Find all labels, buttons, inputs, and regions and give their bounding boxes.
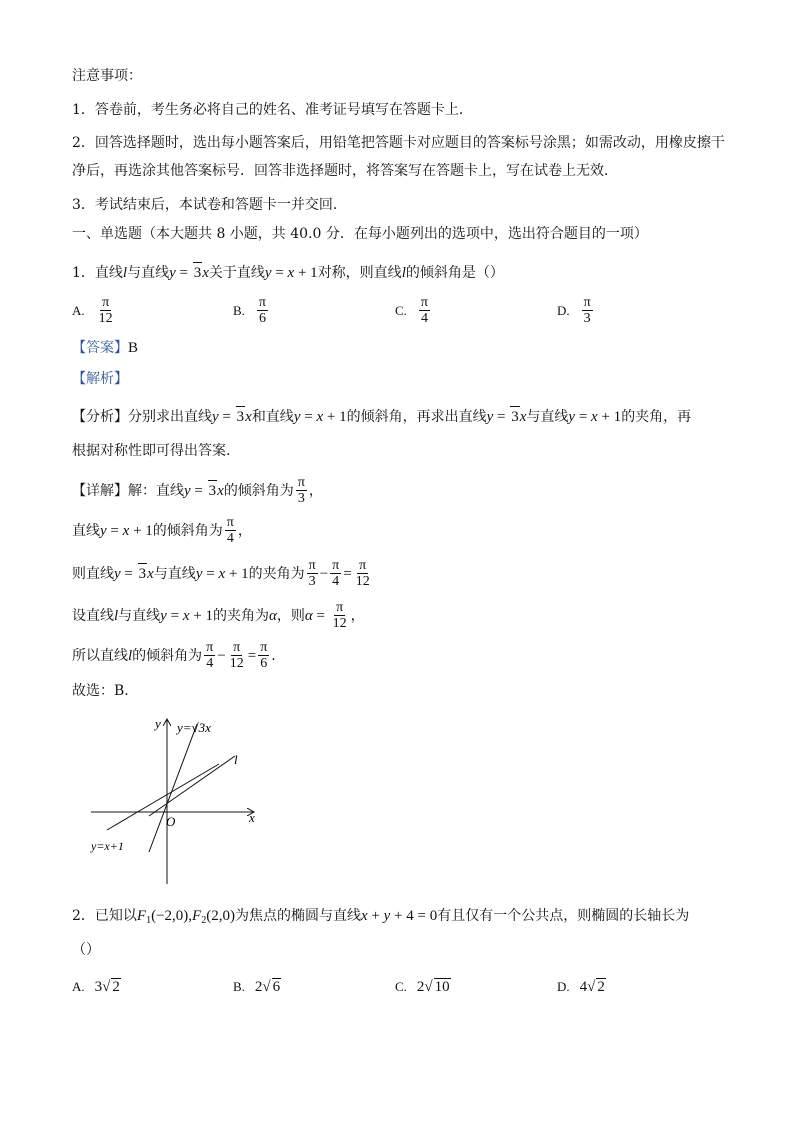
q1-detail-1: 【详解】解：直线y = 3x的倾斜角为 $\frac{\pi}{3}$ ， <box>72 475 323 506</box>
notice-item-3: 3．考试结束后，本试卷和答题卡一并交回． <box>72 197 347 213</box>
q1-detail-4: 设直线l与直线y = x + 1的夹角为α，则α = $\frac{\pi}{12}$ ， <box>72 600 365 631</box>
q2-option-d[interactable]: D. 4 √ 2 <box>557 978 605 995</box>
y-axis-label: y <box>155 716 161 731</box>
q1-fenxi: 【分析】分别求出直线y = 3x和直线y = x + 1的倾斜角，再求出直线y = 3x与直线y = x + 1的夹角，再 <box>72 406 691 427</box>
x-axis-label: x <box>249 810 255 825</box>
line-l <box>149 756 235 816</box>
notice-title: 注意事项： <box>72 68 142 84</box>
sqrt3x-label: y=√3x <box>177 720 211 735</box>
section-title: 一、单选题（本大题共 8 小题，共 40.0 分．在每小题列出的选项中，选出符合题目的一项） <box>72 226 648 242</box>
l-label: l <box>234 752 238 767</box>
q1-conclusion: 故选：B. <box>72 683 129 699</box>
q2-option-c[interactable]: C. 2 √ 10 <box>395 978 450 995</box>
notice-item-2: 2．回答选择题时，选出每小题答案后，用铅笔把答题卡对应题目的答案标号涂黑；如需改动，用橡皮擦干 <box>72 135 725 151</box>
notice-item-2-cont: 净后，再选涂其他答案标号．回答非选择题时，将答案写在答题卡上，写在试卷上无效． <box>72 163 618 179</box>
notice-item-1: 1．答卷前，考生务必将自己的姓名、准考证号填写在答题卡上． <box>72 102 473 118</box>
q1-option-a[interactable]: A. $\frac{\pi}{12}$ <box>72 295 113 326</box>
x-plus-1-label: y=x+1 <box>91 839 124 853</box>
origin-label: O <box>166 814 176 829</box>
line-x-plus-1 <box>107 764 219 830</box>
q2-stem: 2．已知以$F_1(-2,0),F_2(2,0)$为焦点的椭圆与直线x + y + 4 = 0有且仅有一个公共点，则椭圆的长轴长为 <box>72 908 690 926</box>
q1-option-c[interactable]: C. $\frac{\pi}{4}$ <box>395 295 428 326</box>
q1-detail-2: 直线y = x + 1的倾斜角为 $\frac{\pi}{4}$ ， <box>72 515 252 546</box>
q2-paren: （） <box>72 942 100 958</box>
q1-option-b[interactable]: B. $\frac{\pi}{6}$ <box>233 295 266 326</box>
q1-option-d[interactable]: D. $\frac{\pi}{3}$ <box>557 295 591 326</box>
q2-option-a[interactable]: A. 3 √ 2 <box>72 978 120 995</box>
q1-fenxi-cont: 根据对称性即可得出答案. <box>72 443 231 459</box>
q1-analysis-tag: 【解析】 <box>72 371 128 387</box>
q1-detail-5: 所以直线l的倾斜角为 $\frac{\pi}{4}$ − $\frac{\pi}{12}$ = $\frac{\pi}{6}$ . <box>72 640 276 671</box>
q1-graph <box>85 712 265 890</box>
q1-answer: 【答案】B <box>72 340 139 356</box>
q1-detail-3: 则直线y = 3x与直线y = x + 1的夹角为 $\frac{\pi}{3}$ − $\frac{\pi}{4}$ = $\frac{\pi}{12}$ <box>72 558 370 589</box>
q1-stem: 1．直线l与直线y = 3x关于直线y = x + 1对称，则直线l的倾斜角是（） <box>72 262 504 283</box>
q2-option-b[interactable]: B. 2 √ 6 <box>233 978 281 995</box>
